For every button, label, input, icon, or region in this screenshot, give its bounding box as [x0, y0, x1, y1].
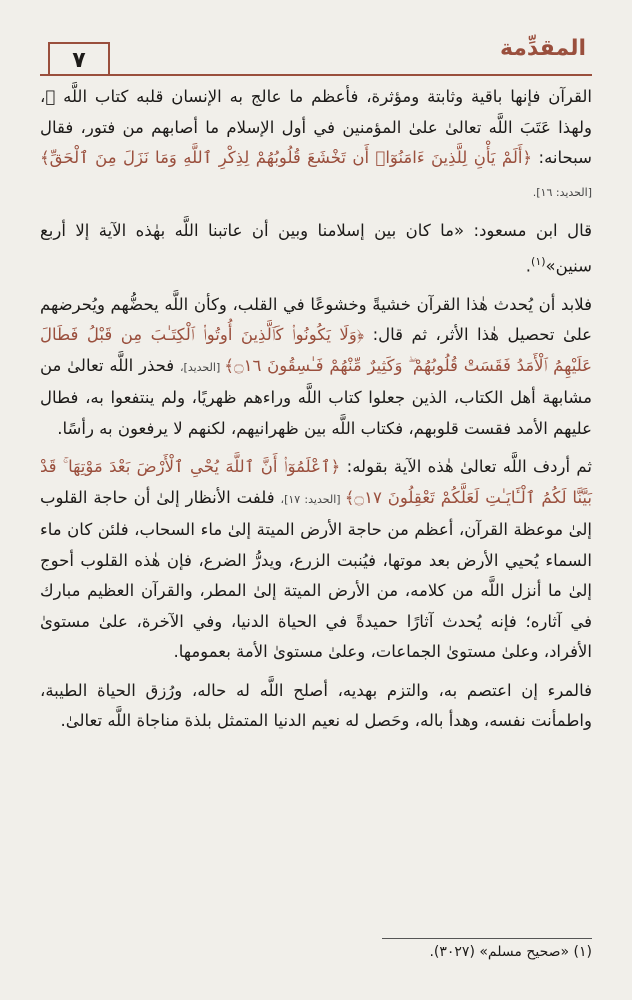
paragraph-text: فلفت الأنظار إلىٰ أن حاجة القلوب إلىٰ موعظة القرآن، أعظم من حاجة الأرض الميتة إلىٰ ماء السحاب، فلئن كان ماء السماء يُحيي الأرض بعد موتها، فيُنبت الزرع، ويدرُّ الضرع، فإن هٰذه القلوب أحوج إلىٰ ما أنزل اللَّه من كلامه، من الأرض الميتة إلىٰ المطر، والقرآن العظيم مبارك في آثاره؛ فإنه يُحدث آثارًا حميدةً في الحياة الدنيا، وفي الآخرة، علىٰ مستوىٰ الأفراد، وعلىٰ مستوىٰ الجماعات، وعلىٰ مستوىٰ الأمة بعمومها. — [40, 487, 592, 661]
paragraph-1 — [40, 82, 592, 208]
quran-verse: ﴿وَلَا يَكُونُوا۟ كَٱلَّذِينَ أُوتُوا۟ ٱلْكِتَـٰبَ مِن قَبْلُ فَطَالَ عَلَيْهِمُ ٱلْأَمَدُ فَقَسَتْ قُلُوبُهُمْ ۖ وَكَثِيرٌ مِّنْهُمْ فَـٰسِقُونَ ۝١٦﴾ — [40, 325, 593, 375]
quran-verse: ﴿ٱعْلَمُوٓا۟ أَنَّ ٱللَّهَ يُحْىِ ٱلْأَرْضَ بَعْدَ مَوْتِهَا ۚ قَدْ بَيَّنَّا لَكُمُ ٱلْـَٔايَـٰتِ لَعَلَّكُمْ تَعْقِلُونَ ۝١٧﴾ — [40, 457, 593, 507]
footnote: (١) «صحيح مسلم» (٣٠٢٧). — [429, 944, 592, 960]
verse-reference: [الحديد]، — [179, 360, 225, 374]
paragraph-4 — [40, 452, 592, 668]
page-number: ٧ — [48, 42, 110, 76]
section-title: المقدِّمة — [499, 36, 586, 61]
header-rule — [40, 74, 592, 76]
page-body — [40, 82, 592, 745]
paragraph-text: ثم أردف اللَّه تعالىٰ هٰذه الآية بقوله: — [340, 457, 592, 476]
verse-reference: [الحديد: ١٦]. — [532, 185, 592, 199]
paragraph-2 — [40, 216, 592, 282]
paragraph-5 — [40, 676, 592, 737]
paragraph-3 — [40, 290, 592, 445]
page-header — [40, 34, 592, 76]
paragraph-text: فالمرء إن اعتصم به، والتزم بهديه، أصلح اللَّه له حاله، ورُزق الحياة الطيبة، واطمأنت نفسه، وهدأ باله، وحَصل له نعيم الدنيا المتمثل بلذة مناجاة اللَّه تعالىٰ. — [40, 680, 592, 730]
footnote-rule — [382, 938, 592, 939]
paragraph-text: فحذر اللَّه تعالىٰ من مشابهة أهل الكتاب، الذين جعلوا كتاب اللَّه وراءهم ظهريًا، ولم ينتفعوا به، فطال عليهم الأمد فقست قلوبهم، فكتاب اللَّه بين ظهرانيهم، لكنهم لا يرفعون به رأسًا. — [40, 355, 592, 438]
quran-verse: ﴿أَلَمْ يَأْنِ لِلَّذِينَ ءَامَنُوٓا۟ أَن تَخْشَعَ قُلُوبُهُمْ لِذِكْرِ ٱللَّهِ وَمَا نَزَلَ مِنَ ٱلْحَقِّ﴾ — [40, 148, 533, 167]
paragraph-text: القرآن فإنها باقية وثابتة ومؤثرة، فأعظم ما عالج به الإنسان قلبه كتاب اللَّه ﷻ، ولهذا عَتَبَ اللَّه تعالىٰ علىٰ المؤمنين في أول الإسلام ما أصابهم من فتور، فقال سبحانه: — [40, 87, 592, 167]
paragraph-text: . — [525, 256, 532, 275]
paragraph-text: قال ابن مسعود: «ما كان بين إسلامنا وبين أن عاتبنا اللَّه بهٰذه الآية إلا أربع سنين» — [40, 221, 592, 275]
footnote-marker: (١) — [531, 254, 546, 268]
verse-reference: [الحديد: ١٧]، — [280, 492, 345, 506]
paragraph-text: فلابد أن يُحدث هٰذا القرآن خشيةً وخشوعًا في القلب، وكأن اللَّه يحضُّهم ويُحرضهم علىٰ تحصيل هٰذا الأثر، ثم قال: — [40, 294, 592, 344]
